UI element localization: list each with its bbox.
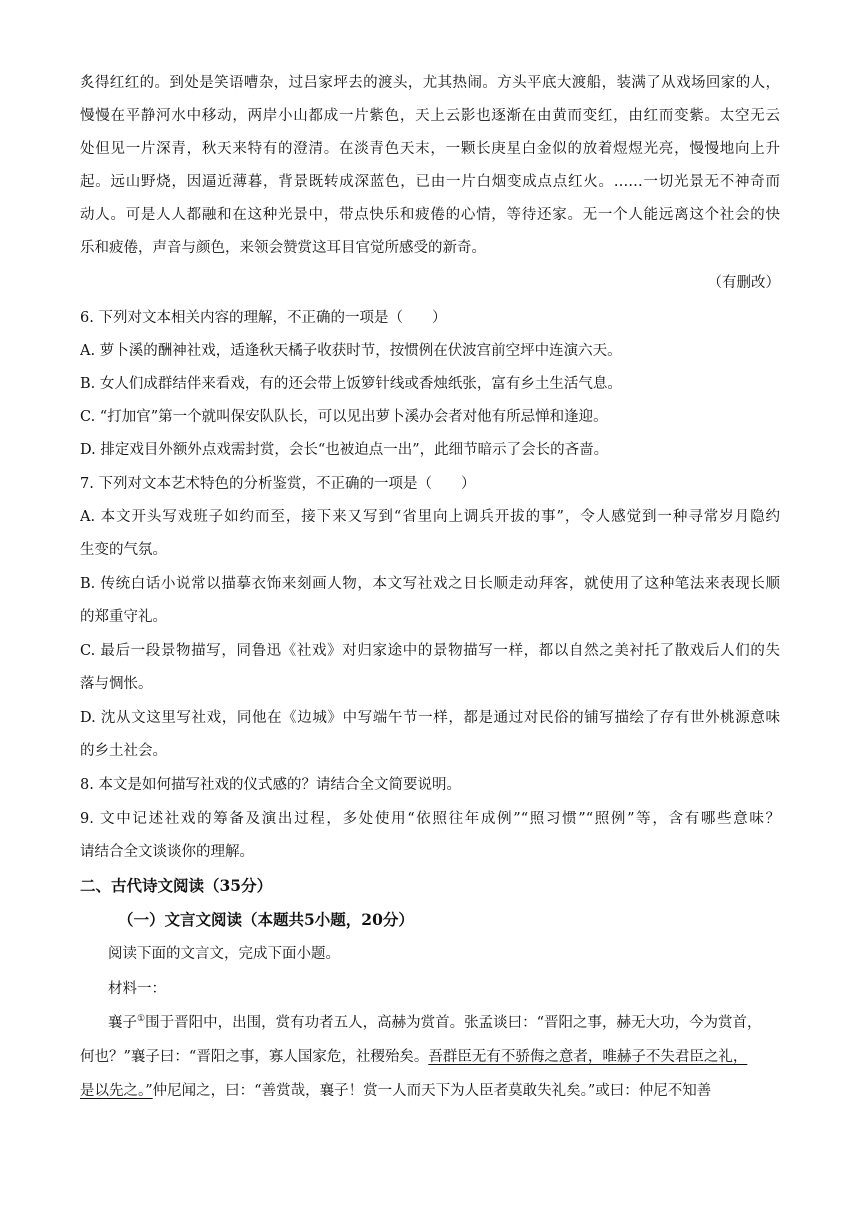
underlined-sentence: 吾群臣无有不骄侮之意者，唯赫子不失君臣之礼， [428,1049,748,1065]
question-6-option-d: D. 排定戏目外额外点戏需封赏，会长“也被迫点一出”，此细节暗示了会长的吝啬。 [80,442,609,458]
question-7-option-d: D. 沈从文这里写社戏，同他在《边城》中写端午节一样，都是通过对民俗的铺写描绘了存有世外桃源意味 [80,710,780,726]
passage-line: 慢慢在平静河水中移动，两岸小山都成一片紫色，天上云影也逐渐在由黄而变红，由红而变紫。太空无云 [80,108,780,124]
question-6-option-a: A. 萝卜溪的酬神社戏，适逢秋天橘子收获时节，按惯例在伏波宫前空坪中连演六天。 [80,343,622,359]
question-6-stem: 6. 下列对文本相关内容的理解，不正确的一项是（ ） [80,310,447,326]
question-7-option-c-cont: 落与惆怅。 [80,676,153,692]
question-7-option-c: C. 最后一段景物描写，同鲁迅《社戏》对归家途中的景物描写一样，都以自然之美衬托了散戏后人们的失 [80,643,780,659]
question-8: 8. 本文是如何描写社戏的仪式感的？请结合全文简要说明。 [80,777,461,793]
underlined-sentence: 是以先之。” [80,1083,153,1099]
question-6-option-c: C. “打加官”第一个就叫保安队队长，可以见出萝卜溪办会者对他有所忌惮和逢迎。 [80,409,608,425]
question-9: 9. 文中记述社戏的筹备及演出过程，多处使用“依照往年成例”“照习惯”“照例”等，含有哪些意味？ [80,811,780,827]
passage-line: 乐和疲倦，声音与颜色，来领会赞赏这耳目官觉所感受的新奇。 [80,240,486,256]
passage-line: 起。远山野烧，因逼近薄暮，背景既转成深蓝色，已由一片白烟变成点点红火。……一切光景无不神奇而 [80,174,780,190]
subsection-title: （一）文言文阅读（本题共5小题，20分） [118,910,414,929]
material-label: 材料一： [108,981,166,997]
passage-line: 处但见一片深青，秋天来特有的澄清。在淡青色天末，一颗长庚星白金似的放着煜煜光亮，慢慢地向上升 [80,141,780,157]
question-7-option-a: A. 本文开头写戏班子如约而至，接下来又写到“省里向上调兵开拔的事”，令人感觉到一种寻常岁月隐约 [80,509,780,525]
question-7-option-d-cont: 的乡土社会。 [80,743,167,759]
classical-text-line: 是以先之。”仲尼闻之，曰：“善赏哉，襄子！赏一人而天下为人臣者莫敢失礼矣。”或曰：仲尼不知善 [80,1083,712,1099]
classical-text-line: 襄子①围于晋阳中，出围，赏有功者五人，高赫为赏首。张孟谈曰：“晋阳之事，赫无大功，今为赏首， [108,1014,762,1031]
question-7-option-b-cont: 的郑重守礼。 [80,609,167,625]
question-6-option-b: B. 女人们成群结伴来看戏，有的还会带上饭箩针线或香烛纸张，富有乡土生活气息。 [80,376,622,392]
question-7-option-a-cont: 生变的气氛。 [80,542,167,558]
classical-text-line: 何也？”襄子曰：“晋阳之事，寡人国家危，社稷殆矣。吾群臣无有不骄侮之意者，唯赫子不失君臣之礼， [80,1049,748,1065]
passage-line: 动人。可是人人都融和在这种光景中，带点快乐和疲倦的心情，等待还家。无一个人能远离这个社会的快 [80,207,780,223]
section-title: 二、古代诗文阅读（35分） [80,876,273,895]
reading-instruction: 阅读下面的文言文，完成下面小题。 [108,946,340,962]
footnote-marker: ① [137,1014,146,1025]
question-7-option-b: B. 传统白话小说常以描摹衣饰来刻画人物，本文写社戏之日长顺走动拜客，就使用了这种笔法来表现长顺 [80,576,780,592]
question-7-stem: 7. 下列对文本艺术特色的分析鉴赏，不正确的一项是（ ） [80,476,476,492]
question-9-cont: 请结合全文谈谈你的理解。 [80,844,254,860]
passage-line: 炙得红红的。到处是笑语嘈杂，过吕家坪去的渡头，尤其热闹。方头平底大渡船，装满了从戏场回家的人， [80,75,780,91]
source-note: （有删改） [707,275,780,291]
